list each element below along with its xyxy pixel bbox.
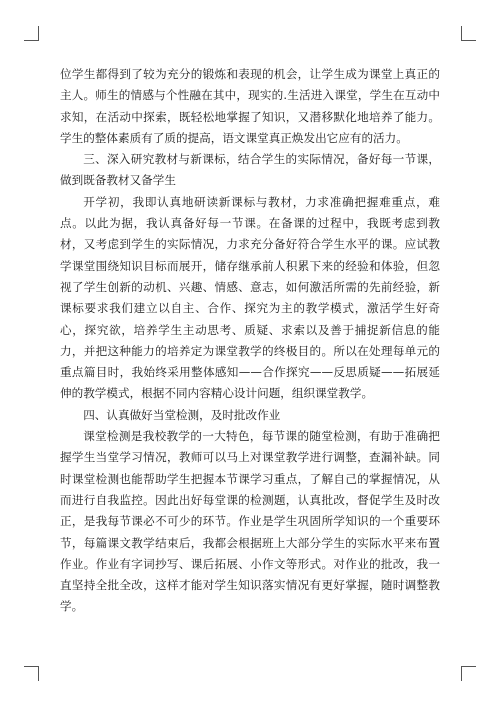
crop-mark-top-right — [461, 26, 476, 41]
document-body — [60, 64, 440, 618]
section-heading: 四、认真做好当堂检测，及时批改作业 — [83, 407, 281, 422]
crop-mark-bottom-right — [461, 666, 476, 681]
crop-mark-bottom-left — [24, 666, 39, 681]
crop-mark-top-left — [24, 26, 39, 41]
body-paragraph: 位学生都得到了较为充分的锻炼和表现的机会，让学生成为课堂上真正的主人。师生的情感与个性融在其中，现实的.生活进入课堂，学生在互动中求知，在活动中探索，既轻松地掌握了知识，又潜移默化地培养了能力。学生的整体素质有了质的提高，语文课堂真正焕发出它应有的活力。 — [60, 67, 440, 145]
body-paragraph: 课堂检测是我校教学的一大特色，每节课的随堂检测，有助于准确把握学生当堂学习情况，教师可以马上对课堂教学进行调整，查漏补缺。同时课堂检测也能帮助学生把握本节课学习重点，了解自己的掌握情况，从而进行自我监控。因此出好每堂课的检测题，认真批改，督促学生及时改正，是我每节课必不可少的环节。作业是学生巩固所学知识的一个重要环节，每篇课文教学结束后，我都会根据班上大部分学生的实际水平来布置作业。作业有字词抄写、课后拓展、小作文等形式。对作业的批改，我一直坚持全批全改，这样才能对学生知识落实情况有更好掌握，随时调整教学。 — [60, 429, 440, 614]
section-heading: 三、深入研究教材与新课标，结合学生的实际情况，备好每一节课，做到既备教材又备学生 — [60, 152, 440, 188]
body-paragraph: 开学初，我即认真地研读新课标与教材，力求准确把握难重点，难点。以此为据，我认真备好每一节课。在备课的过程中，我既考虑到教材，又考虑到学生的实际情况，力求充分备好符合学生水平的课。应试教学课堂围绕知识目标而展开，储存继承前人积累下来的经验和体验，但忽视了学生创新的动机、兴趣、情感、意志，如何激活所需的先前经验，新课标要求我们建立以自主、合作、探究为主的教学模式，激活学生好奇心，探究欲，培养学生主动思考、质疑、求索以及善于捕捉新信息的能力，并把这种能力的培养定为课堂教学的终极目的。所以在处理每单元的重点篇目时，我始终采用整体感知——合作探究——反思质疑——拓展延伸的教学模式，根据不同内容精心设计问题，组织课堂教学。 — [60, 194, 440, 401]
